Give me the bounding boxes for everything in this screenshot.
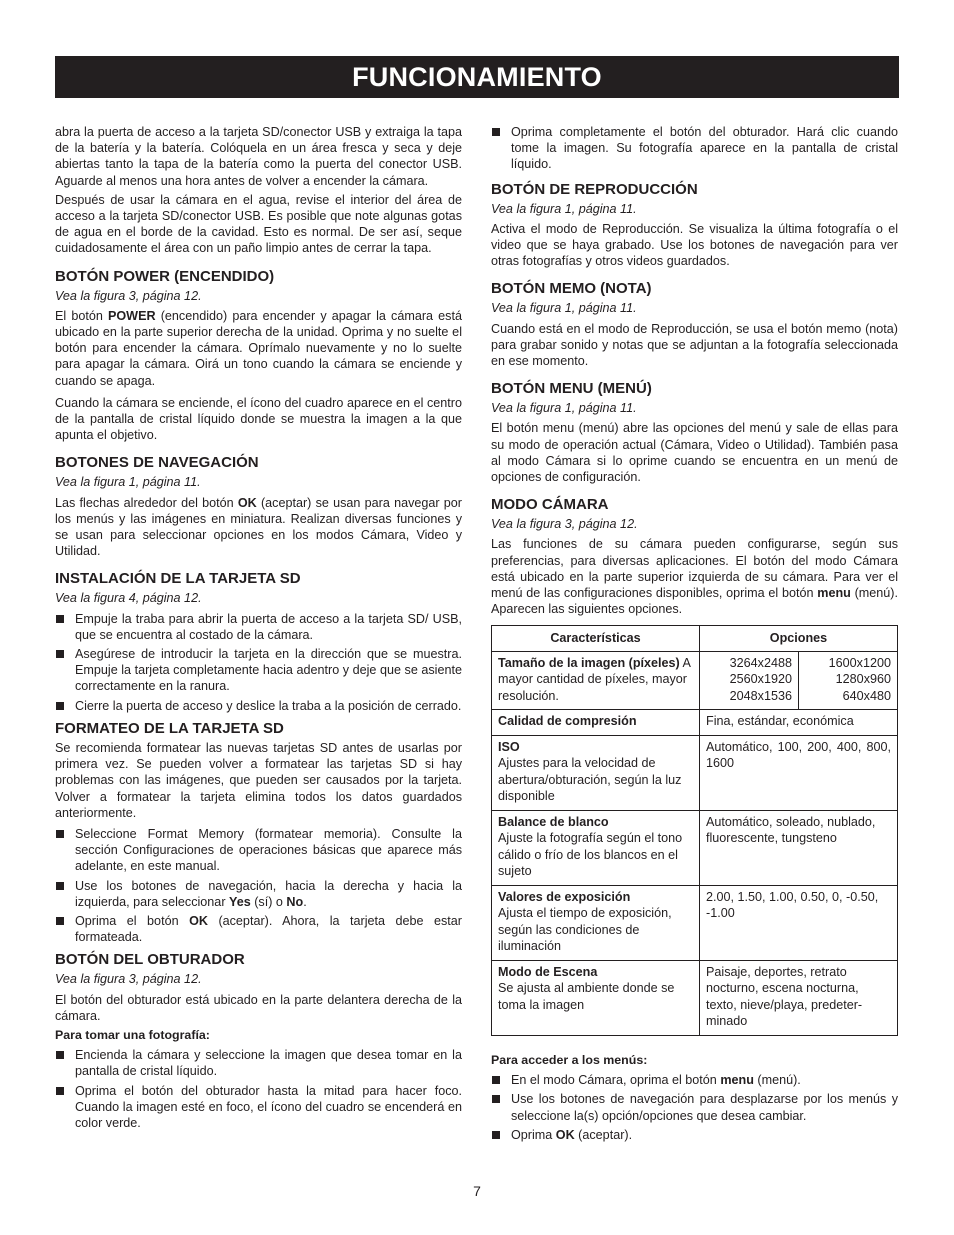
- bullet-list: [55, 611, 462, 714]
- square-bullet-icon: [492, 128, 500, 136]
- options-cell: Paisaje, deportes, retrato nocturno, escena nocturna, texto, nieve/playa, predeter-minado: [700, 960, 898, 1035]
- square-bullet-icon: [56, 1051, 64, 1059]
- body-paragraph: Activa el modo de Reproducción. Se visualiza la última fotografía o el video que se haya grabado. Use los botones de navegación para ver otras fotografías y otros videos guardados.: [491, 221, 898, 269]
- feature-cell: ISO Ajustes para la velocidad de abertura/obturación, según la luz disponible: [492, 735, 700, 810]
- body-paragraph: El botón del obturador está ubicado en la parte delantera derecha de la cámara.: [55, 992, 462, 1023]
- section-heading: MODO CÁMARA: [491, 496, 609, 514]
- intro-paragraph: abra la puerta de acceso a la tarjeta SD/conector USB y extraiga la tapa de la batería y la batería. Colóquela en un área fresca y seca y deje abiertas tanto la tapa de la batería como la puerta del conector USB. Aguarde al menos una hora antes de volver a encender la cámara.: [55, 125, 462, 188]
- figure-reference: Vea la figura 3, página 12.: [55, 288, 202, 303]
- bullet-list: [491, 1072, 898, 1143]
- list-item: Asegúrese de introducir la tarjeta en la dirección que se muestra. Empuje la tarjeta completamente hacia adentro y deje que se asiente correctamente en la ranura.: [55, 646, 462, 695]
- table-row: [492, 885, 898, 960]
- figure-reference: Vea la figura 1, página 11.: [491, 201, 637, 216]
- right-column: [491, 124, 898, 1146]
- bullet-list: [55, 1047, 462, 1131]
- sub-label: Para tomar una fotografía:: [55, 1027, 210, 1042]
- feature-cell: Modo de Escena Se ajusta al ambiente donde se toma la imagen: [492, 960, 700, 1035]
- square-bullet-icon: [56, 882, 64, 890]
- figure-reference: Vea la figura 1, página 11.: [55, 475, 201, 490]
- body-paragraph: Las funciones de su cámara pueden configurarse, según sus preferencias, para diversas aplicaciones. El botón del modo Cámara está ubicado en la parte superior izquierda de su cámara. Para ver el menú de las configuraciones disponibles, oprima el botón menu (menú). Aparecen las siguientes opciones.: [491, 537, 898, 617]
- list-item: Cierre la puerta de acceso y deslice la traba a la posición de cerrado.: [55, 698, 462, 714]
- options-cell: [700, 651, 898, 710]
- table-row: [492, 960, 898, 1035]
- feature-cell: Balance de blanco Ajuste la fotografía según el tono cálido o frío de los blancos en el sujeto: [492, 810, 700, 885]
- options-cell: Automático, soleado, nublado, fluorescente, tungsteno: [700, 810, 898, 885]
- square-bullet-icon: [56, 830, 64, 838]
- column-header: Características: [492, 626, 700, 652]
- options-cell: 2.00, 1.50, 1.00, 0.50, 0, -0.50, -1.00: [700, 885, 898, 960]
- list-item: Use los botones de navegación, hacia la derecha y hacia la izquierda, para seleccionar Yes (sí) o No.: [55, 878, 462, 910]
- list-item: Seleccione Format Memory (formatear memoria). Consulte la sección Configuraciones de operaciones básicas que aparece más adelante, en este manual.: [55, 826, 462, 875]
- square-bullet-icon: [492, 1076, 500, 1084]
- resolution-list: 1600x1200 1280x960 640x480: [828, 655, 891, 703]
- square-bullet-icon: [56, 650, 64, 658]
- section-heading: BOTÓN DE REPRODUCCIÓN: [491, 180, 698, 198]
- left-column: [55, 124, 462, 1134]
- list-item: Oprima el botón del obturador hasta la mitad para hacer foco. Cuando la imagen esté en foco, el ícono del cuadro se encenderá en color verde.: [55, 1083, 462, 1132]
- table-row: [492, 810, 898, 885]
- section-heading: BOTÓN POWER (ENCENDIDO): [55, 267, 275, 285]
- page-title: FUNCIONAMIENTO: [352, 61, 602, 92]
- body-paragraph: Se recomienda formatear las nuevas tarjetas SD antes de usarlas por primera vez. Se pueden volver a formatear las tarjetas SD si hay problemas con las imágenes, que pueden ser causados por la tarjeta. Volver a formatear la tarjeta elimina todos los datos guardados anteriormente.: [55, 740, 462, 820]
- intro-paragraph: Después de usar la cámara en el agua, revise el interior del área de acceso a la tarjeta SD/conector USB. Es posible que note algunas gotas de agua en el borde de la cavidad. Esto es normal. De ser así, seque cuidadosamente el área con un paño limpio antes de cerrar la tapa.: [55, 192, 462, 256]
- list-item: Oprima el botón OK (aceptar). Ahora, la tarjeta debe estar formateada.: [55, 913, 462, 945]
- square-bullet-icon: [492, 1095, 500, 1103]
- figure-reference: Vea la figura 1, página 11.: [491, 301, 637, 316]
- bullet-list: [491, 124, 898, 173]
- list-item: Oprima completamente el botón del obturador. Hará clic cuando tome la imagen. Su fotografía aparece en la pantalla de cristal líquido.: [491, 124, 898, 173]
- camera-settings-table: [491, 625, 898, 1036]
- body-paragraph: Cuando está en el modo de Reproducción, se usa el botón memo (nota) para grabar sonido y notas que se adjuntan a la fotografía seleccionada en ese momento.: [491, 321, 898, 369]
- list-item: Oprima OK (aceptar).: [491, 1127, 898, 1143]
- table-row: [492, 735, 898, 810]
- figure-reference: Vea la figura 1, página 11.: [491, 401, 637, 416]
- body-paragraph: El botón POWER (encendido) para encender y apagar la cámara está ubicado en la parte superior derecha de la unidad. Oprima y no suelte el botón para encender la cámara. Oprímalo nuevamente y no lo suelte para apagar la cámara. Oirá un tono cuando la cámara se enciende y cuando se apaga.: [55, 308, 462, 388]
- feature-cell: Valores de exposición Ajusta el tiempo de exposición, según las condiciones de iluminación: [492, 885, 700, 960]
- resolution-list: 3264x2488 2560x1920 2048x1536: [700, 652, 799, 710]
- section-heading: FORMATEO DE LA TARJETA SD: [55, 719, 284, 737]
- table-row: [492, 651, 898, 710]
- options-cell: Fina, estándar, económica: [700, 710, 898, 736]
- body-paragraph: El botón menu (menú) abre las opciones del menú y sale de ellas para su modo de operación actual (Cámara, Video o Utilidad). También pasa al modo Cámara si lo oprime cuando se encuentra en un menú de opciones de configuración.: [491, 421, 898, 485]
- table-row: [492, 710, 898, 736]
- bullet-list: [55, 826, 462, 945]
- square-bullet-icon: [56, 615, 64, 623]
- section-banner: [55, 56, 899, 98]
- feature-cell: Calidad de compresión: [492, 710, 700, 736]
- list-item: Empuje la traba para abrir la puerta de acceso a la tarjeta SD/ USB, que se encuentra al costado de la cámara.: [55, 611, 462, 643]
- feature-cell: Tamaño de la imagen (píxeles) A mayor cantidad de píxeles, mayor resolución.: [492, 651, 700, 710]
- page-number: 7: [473, 1183, 481, 1199]
- square-bullet-icon: [56, 1087, 64, 1095]
- square-bullet-icon: [492, 1131, 500, 1139]
- figure-reference: Vea la figura 4, página 12.: [55, 591, 202, 606]
- section-heading: BOTONES DE NAVEGACIÓN: [55, 454, 259, 472]
- list-item: Use los botones de navegación para desplazarse por los menús y seleccione la(s) opción/opciones que desea cambiar.: [491, 1091, 898, 1123]
- square-bullet-icon: [56, 702, 64, 710]
- sub-label: Para acceder a los menús:: [491, 1052, 648, 1067]
- column-header: Opciones: [700, 626, 898, 652]
- options-cell: Automático, 100, 200, 400, 800, 1600: [700, 735, 898, 810]
- section-heading: BOTÓN DEL OBTURADOR: [55, 951, 245, 969]
- square-bullet-icon: [56, 917, 64, 925]
- figure-reference: Vea la figura 3, página 12.: [491, 517, 638, 532]
- list-item: En el modo Cámara, oprima el botón menu (menú).: [491, 1072, 898, 1088]
- section-heading: INSTALACIÓN DE LA TARJETA SD: [55, 570, 301, 588]
- section-heading: BOTÓN MEMO (NOTA): [491, 280, 652, 298]
- table-header-row: [492, 626, 898, 652]
- body-paragraph: Cuando la cámara se enciende, el ícono del cuadro aparece en el centro de la pantalla de cristal líquido donde se muestra la imagen a la que apunta el objetivo.: [55, 395, 462, 443]
- list-item: Encienda la cámara y seleccione la imagen que desea tomar en la pantalla de cristal líquido.: [55, 1047, 462, 1079]
- figure-reference: Vea la figura 3, página 12.: [55, 972, 202, 987]
- section-heading: BOTÓN MENU (MENÚ): [491, 380, 652, 398]
- body-paragraph: Las flechas alrededor del botón OK (aceptar) se usan para navegar por los menús y las imágenes en miniatura. Realizan diversas funciones y se usan para seleccionar opciones en los modos Cámara, Video y Utilidad.: [55, 495, 463, 559]
